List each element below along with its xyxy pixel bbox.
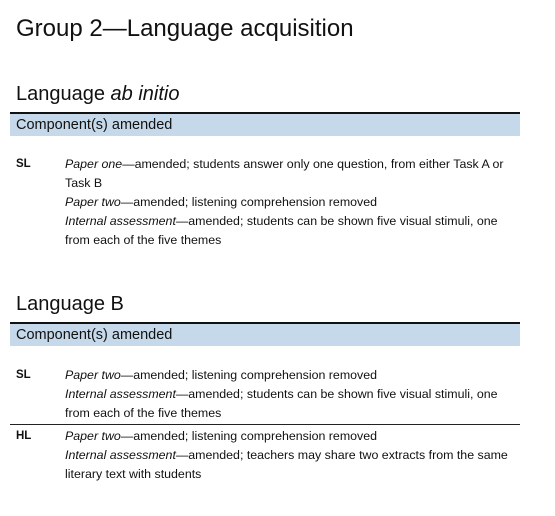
section-heading bbox=[16, 292, 124, 316]
section-heading bbox=[16, 82, 179, 106]
table-row bbox=[10, 155, 520, 255]
table-row bbox=[10, 366, 520, 422]
table-header: Component(s) amended bbox=[10, 112, 520, 136]
entry-text: —amended; listening comprehension removed bbox=[120, 195, 378, 209]
page-title: Group 2—Language acquisition bbox=[16, 15, 354, 42]
entry-text: —amended; listening comprehension removed bbox=[120, 368, 378, 382]
entry-text: —amended; students can be shown five visual stimuli, one from each of the five themes bbox=[65, 214, 498, 247]
entry bbox=[65, 193, 517, 212]
entry-component: Paper two bbox=[65, 368, 121, 382]
entry-component: Paper one bbox=[65, 157, 123, 171]
amendments-table bbox=[10, 112, 520, 255]
entry-text: —amended; listening comprehension removed bbox=[120, 429, 378, 443]
entries bbox=[65, 155, 517, 250]
amendments-table bbox=[10, 322, 520, 487]
entries bbox=[65, 427, 517, 484]
level-label: SL bbox=[16, 158, 31, 170]
entry bbox=[65, 427, 517, 446]
entry-text: —amended; teachers may share two extracts from the same literary text with students bbox=[65, 448, 508, 481]
entry-text: —amended; students can be shown five visual stimuli, one from each of the five themes bbox=[65, 387, 498, 420]
entry bbox=[65, 366, 517, 385]
entry-text: —amended; students answer only one question, from either Task A or Task B bbox=[65, 157, 504, 190]
entry bbox=[65, 385, 517, 423]
section-heading-main: Language bbox=[16, 83, 111, 105]
section-heading-italic: ab initio bbox=[110, 83, 180, 105]
level-label: SL bbox=[16, 369, 31, 381]
entry-component: Internal assessment bbox=[65, 448, 176, 462]
table-row bbox=[10, 424, 520, 487]
level-label: HL bbox=[16, 430, 32, 442]
entry bbox=[65, 446, 517, 484]
entry-component: Paper two bbox=[65, 429, 121, 443]
entry-component: Internal assessment bbox=[65, 387, 176, 401]
entry bbox=[65, 212, 517, 250]
table-header: Component(s) amended bbox=[10, 322, 520, 346]
entries bbox=[65, 366, 517, 423]
entry-component: Paper two bbox=[65, 195, 121, 209]
section-heading-main: Language B bbox=[16, 293, 124, 315]
entry bbox=[65, 155, 517, 193]
entry-component: Internal assessment bbox=[65, 214, 176, 228]
